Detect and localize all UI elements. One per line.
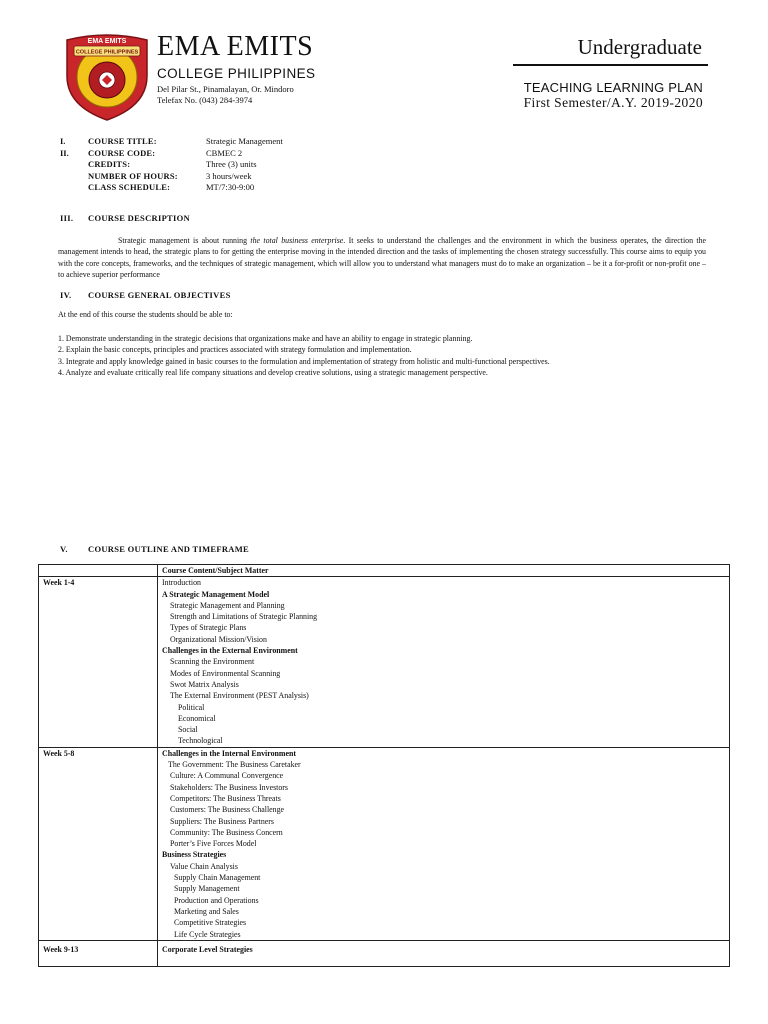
course-info-label: NUMBER OF HOURS: (88, 170, 178, 181)
logo-ring-text: EMA EMITS (87, 38, 127, 45)
outline-topic: Scanning the Environment (170, 657, 255, 667)
table-row (39, 577, 730, 747)
objective-item: 3. Integrate and apply knowledge gained in basic courses to the formulation and implementation of strategy from holistic and multi-functional perspectives. (58, 356, 550, 366)
section-outline-heading (60, 544, 249, 554)
outline-topic: Marketing and Sales (174, 906, 239, 916)
header-divider (513, 64, 708, 66)
section-objectives-heading (60, 290, 231, 300)
objective-item: 2. Explain the basic concepts, principles and practices associated with strategy formulation and implementation. (58, 345, 412, 355)
outline-topic: Life Cycle Strategies (174, 929, 241, 939)
school-telefax: Telefax No. (043) 284-3974 (157, 95, 253, 105)
week-cell: Week 9-13 (39, 940, 158, 966)
course-info-row (60, 171, 283, 183)
section-title: COURSE GENERAL OBJECTIVES (88, 290, 231, 300)
outline-topic: The Government: The Business Caretaker (168, 760, 301, 770)
course-outline-table (38, 564, 730, 967)
course-info-row (60, 136, 283, 148)
outline-topic: Challenges in the Internal Environment (162, 748, 297, 758)
outline-topic: Technological (178, 736, 223, 746)
outline-topic: Types of Strategic Plans (170, 623, 247, 633)
course-info-value: Three (3) units (206, 159, 257, 169)
description-text-part: . It seeks to understand the challenges and the environment in which the business operates, the direction the management intends to head, the strategic plans to for getting the enterprise moving in the intended direction and the tasks of implementing the chosen strategy successfully. This course aims to equip you with the core concepts, frameworks, and the techniques of strategic management, which will allow you to understand what managers must do to make an organization – be it a for-profit or non-profit one – to achieve superior performance (58, 236, 707, 279)
outline-topic: Production and Operations (174, 895, 259, 905)
school-seal-logo-icon (62, 32, 152, 122)
content-cell (158, 940, 730, 966)
course-info-label: CREDITS: (88, 159, 131, 169)
description-text-part: Strategic management is about running (118, 236, 251, 245)
school-name: EMA EMITS (157, 31, 314, 62)
course-info-value: CBMEC 2 (206, 147, 243, 158)
objectives-list (58, 333, 718, 378)
semester-label: First Semester/A.Y. 2019-2020 (523, 95, 703, 110)
course-info-row (60, 159, 283, 171)
section-number: III. (60, 213, 74, 223)
course-info-label: COURSE TITLE: (88, 136, 157, 146)
outline-topic: Challenges in the External Environment (162, 646, 298, 656)
week-cell: Week 1-4 (39, 577, 158, 747)
week-cell: Week 5-8 (39, 747, 158, 940)
course-info-value: MT/7:30-9:00 (206, 182, 255, 192)
course-info-label: CLASS SCHEDULE: (88, 182, 171, 192)
content-cell (158, 747, 730, 940)
section-title: COURSE OUTLINE AND TIMEFRAME (88, 544, 250, 554)
objectives-intro: At the end of this course the students should be able to: (58, 310, 233, 319)
table-row (39, 940, 730, 966)
outline-topic: Strength and Limitations of Strategic Planning (170, 612, 318, 622)
outline-topic: Suppliers: The Business Partners (170, 816, 274, 826)
objective-item: 4. Analyze and evaluate critically real life company situations and develop creative solutions, using a strategic management perspective. (58, 367, 488, 377)
outline-topic: A Strategic Management Model (162, 589, 270, 599)
table-header-content-cell: Course Content/Subject Matter (158, 565, 730, 577)
section-number: IV. (60, 290, 72, 300)
school-address: Del Pilar St., Pinamalayan, Or. Mindoro (157, 84, 294, 94)
course-info-number (60, 171, 88, 183)
course-info-value: 3 hours/week (206, 170, 252, 181)
outline-topic: Organizational Mission/Vision (170, 634, 267, 644)
course-info-value: Strategic Management (206, 136, 283, 146)
outline-topic: Modes of Environmental Scanning (170, 668, 281, 678)
program-level: Undergraduate (577, 35, 702, 59)
outline-topic: Business Strategies (162, 850, 227, 860)
outline-topic: Corporate Level Strategies (162, 944, 253, 954)
course-info-row (60, 182, 283, 194)
outline-topic: Porter’s Five Forces Model (170, 839, 257, 849)
course-info-number (60, 159, 88, 171)
plan-title: TEACHING LEARNING PLAN (523, 80, 703, 95)
section-title: COURSE DESCRIPTION (88, 213, 190, 223)
course-info-label: COURSE CODE: (88, 147, 156, 158)
logo-banner-text: COLLEGE PHILIPPINES (75, 49, 139, 56)
outline-topic: The External Environment (PEST Analysis) (170, 691, 309, 701)
outline-topic: Culture: A Communal Convergence (170, 771, 284, 781)
course-description-text (58, 235, 706, 280)
outline-topic: Stakeholders: The Business Investors (170, 782, 288, 792)
course-info-block (60, 136, 283, 194)
outline-topic: Community: The Business Concern (170, 827, 283, 837)
outline-topic: Competitors: The Business Threats (170, 793, 281, 803)
outline-topic: Political (178, 702, 205, 712)
outline-topic: Social (178, 725, 198, 735)
school-subtitle: COLLEGE PHILIPPINES (157, 66, 316, 81)
outline-topic: Economical (178, 713, 216, 723)
outline-topic: Competitive Strategies (174, 918, 247, 928)
table-header-row (39, 565, 730, 577)
outline-topic: Introduction (162, 578, 202, 588)
outline-topic: Supply Chain Management (174, 873, 261, 883)
outline-topic: Swot Matrix Analysis (170, 679, 239, 689)
content-cell (158, 577, 730, 747)
table-header-week-cell (39, 565, 158, 577)
outline-topic: Strategic Management and Planning (170, 600, 285, 610)
outline-topic: Value Chain Analysis (170, 861, 238, 871)
course-info-number: II. (60, 147, 69, 158)
course-info-row (60, 148, 283, 160)
course-info-number (60, 182, 88, 194)
objective-item: 1. Demonstrate understanding in the strategic decisions that organizations make and have an ability to engage in strategic planning. (58, 334, 473, 343)
table-row (39, 747, 730, 940)
course-info-number: I. (60, 136, 66, 146)
outline-topic: Customers: The Business Challenge (170, 805, 285, 815)
outline-topic: Supply Management (174, 884, 240, 894)
section-course-description-heading (60, 213, 190, 223)
section-number: V. (60, 544, 68, 554)
description-emphasis: the total business enterprise (250, 236, 344, 245)
